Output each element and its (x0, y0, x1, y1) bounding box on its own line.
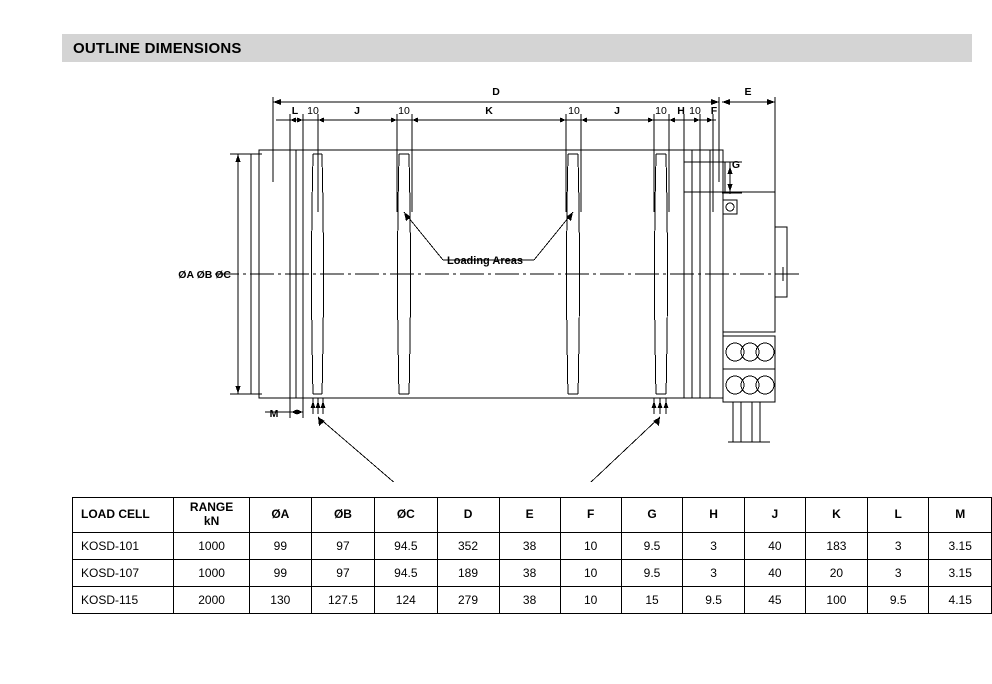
dim-label-J-right: J (614, 105, 620, 117)
dim-label-K: K (485, 105, 493, 117)
th-k: K (805, 498, 867, 533)
dim-label-10-4: 10 (655, 105, 667, 117)
cell-load-cell: KOSD-101 (73, 533, 174, 560)
cell-m: 3.15 (929, 560, 992, 587)
cell-ob: 97 (311, 533, 374, 560)
cell-d: 352 (437, 533, 499, 560)
dim-label-G: G (731, 159, 741, 171)
page-title: OUTLINE DIMENSIONS (73, 39, 242, 57)
dimensions-table (72, 497, 992, 614)
cell-f: 10 (560, 587, 621, 614)
th-range-line2: kN (203, 514, 220, 528)
cell-f: 10 (560, 560, 621, 587)
cell-e: 38 (499, 587, 560, 614)
th-ob: ØB (311, 498, 374, 533)
th-range-line1: RANGE (189, 500, 234, 515)
cell-oa: 130 (249, 587, 311, 614)
cell-j: 40 (744, 533, 805, 560)
cell-m: 4.15 (929, 587, 992, 614)
cell-ob: 127.5 (311, 587, 374, 614)
cell-d: 279 (437, 587, 499, 614)
cell-g: 15 (621, 587, 683, 614)
dim-label-L: L (291, 105, 299, 117)
cell-load-cell: KOSD-107 (73, 560, 174, 587)
cell-m: 3.15 (929, 533, 992, 560)
cell-h: 3 (683, 560, 745, 587)
cell-oa: 99 (249, 533, 311, 560)
cell-load-cell: KOSD-115 (73, 587, 174, 614)
cell-oc: 94.5 (375, 533, 437, 560)
cell-e: 38 (499, 533, 560, 560)
cell-h: 9.5 (683, 587, 745, 614)
cell-h: 3 (683, 533, 745, 560)
cell-j: 45 (744, 587, 805, 614)
dim-label-F: F (710, 105, 718, 117)
th-load-cell: LOAD CELL (73, 498, 174, 533)
th-h: H (683, 498, 745, 533)
section-header-bar (62, 34, 972, 62)
cell-range: 1000 (174, 533, 249, 560)
dim-label-H: H (677, 105, 685, 117)
dim-label-D: D (492, 86, 500, 98)
cell-range: 2000 (174, 587, 249, 614)
cell-k: 20 (805, 560, 867, 587)
dim-label-10-5: 10 (689, 105, 701, 117)
table-header-row (73, 498, 992, 533)
table-row (73, 587, 992, 614)
cell-range: 1000 (174, 560, 249, 587)
cell-g: 9.5 (621, 533, 683, 560)
th-range (174, 498, 249, 533)
dim-label-J-left: J (354, 105, 360, 117)
cell-l: 3 (867, 560, 929, 587)
cell-oa: 99 (249, 560, 311, 587)
dim-label-10-3: 10 (568, 105, 580, 117)
cell-ob: 97 (311, 560, 374, 587)
cell-oc: 94.5 (375, 560, 437, 587)
cell-j: 40 (744, 560, 805, 587)
th-oc: ØC (375, 498, 437, 533)
th-d: D (437, 498, 499, 533)
cell-l: 9.5 (867, 587, 929, 614)
th-m: M (929, 498, 992, 533)
cell-f: 10 (560, 533, 621, 560)
dim-label-M: M (269, 408, 279, 420)
outline-dimensions-drawing (0, 62, 992, 482)
cell-oc: 124 (375, 587, 437, 614)
th-g: G (621, 498, 683, 533)
cell-e: 38 (499, 560, 560, 587)
cell-l: 3 (867, 533, 929, 560)
dim-label-10-2: 10 (398, 105, 410, 117)
dim-label-10-1: 10 (307, 105, 319, 117)
th-j: J (744, 498, 805, 533)
table-row (73, 533, 992, 560)
dim-label-diameters: ØA ØB ØC (178, 269, 231, 281)
th-f: F (560, 498, 621, 533)
cell-d: 189 (437, 560, 499, 587)
dim-label-E: E (744, 86, 752, 98)
cell-k: 100 (805, 587, 867, 614)
cell-g: 9.5 (621, 560, 683, 587)
table-row (73, 560, 992, 587)
th-oa: ØA (249, 498, 311, 533)
th-l: L (867, 498, 929, 533)
technical-drawing-svg (0, 62, 992, 482)
callout-loading-areas: Loading Areas (447, 255, 523, 267)
th-e: E (499, 498, 560, 533)
cell-k: 183 (805, 533, 867, 560)
